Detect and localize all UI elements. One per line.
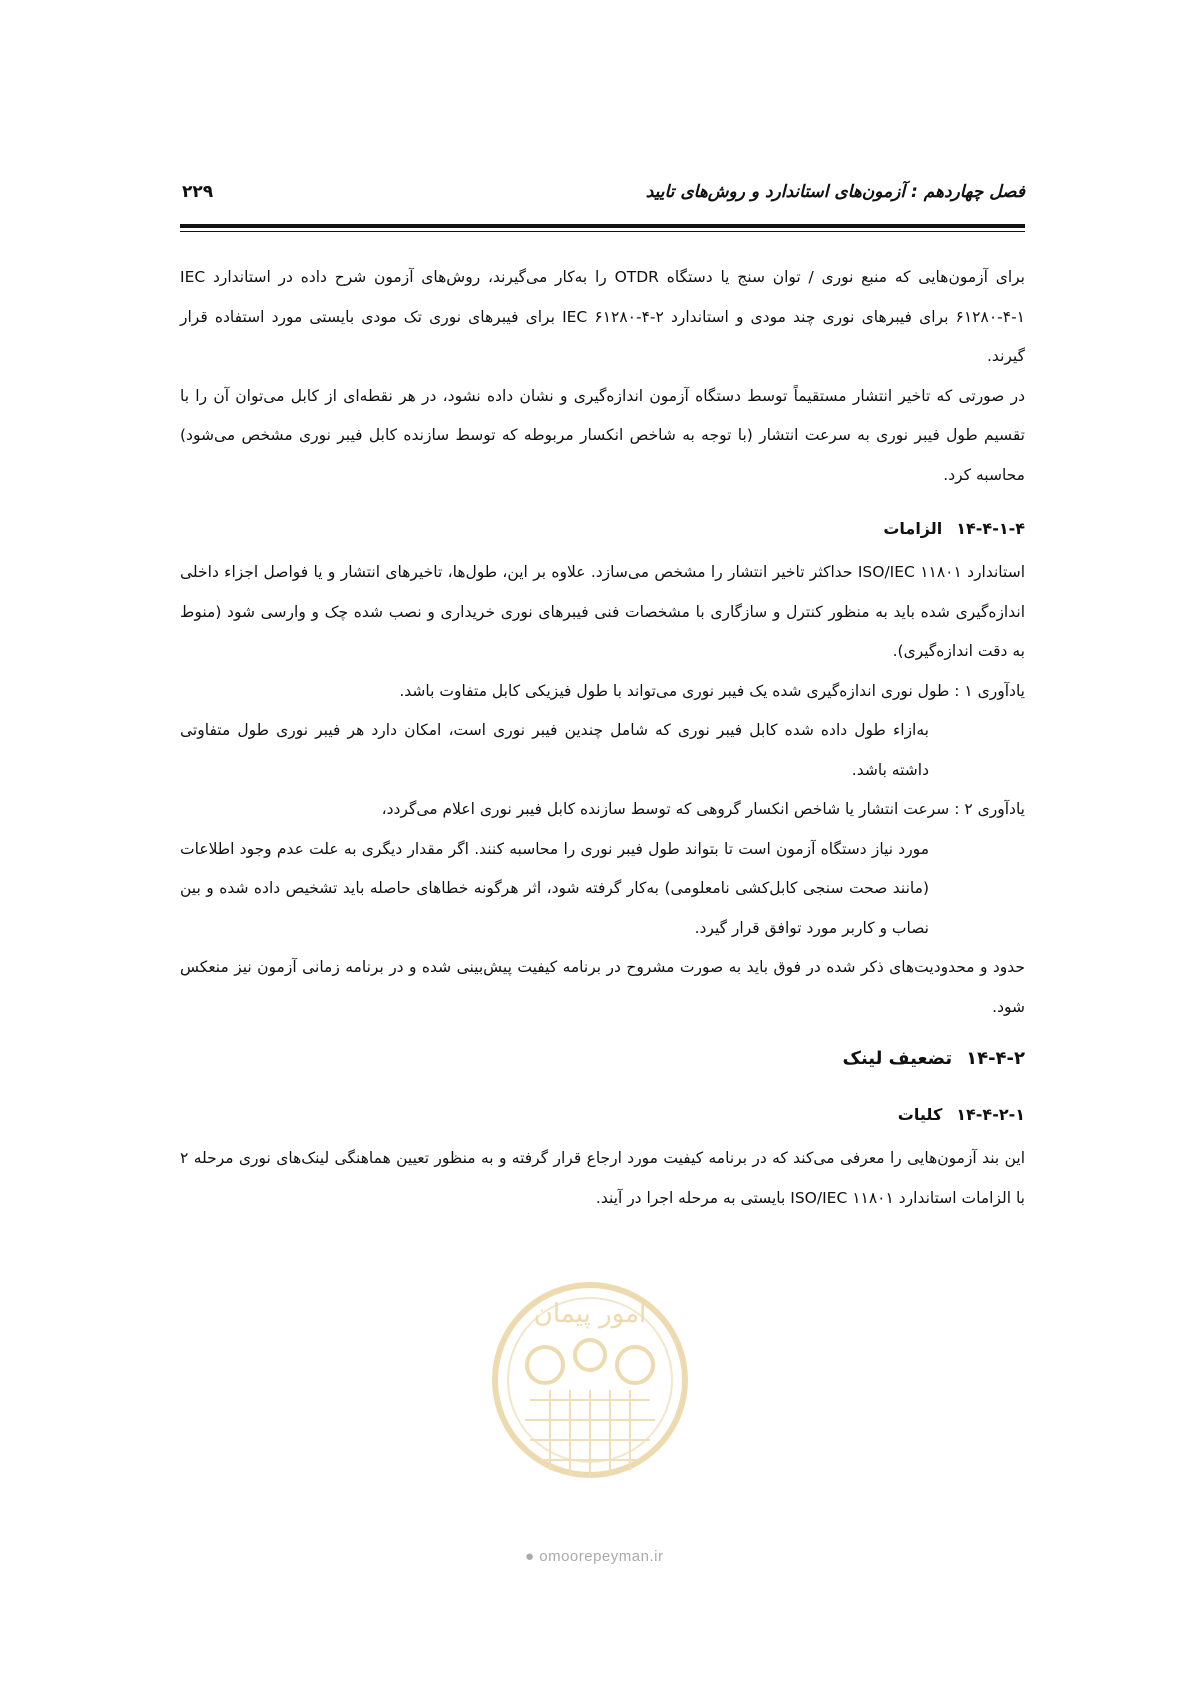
page-body	[180, 258, 1025, 1218]
general-paragraph-1: این بند آزمون‌هایی را معرفی می‌کند که در برنامه کیفیت مورد ارجاع قرار گرفته و به منظور تعیین هماهنگی لینک‌های نوری مرحله ۲ با الزامات استاندارد ISO/IEC ۱۱۸۰۱ بایستی به مرحله اجرا در آیند.	[180, 1149, 1025, 1207]
intro-paragraph-1: برای آزمون‌هایی که منبع نوری / توان سنج یا دستگاه OTDR را به‌کار می‌گیرند، روش‌های آزمون شرح داده در استاندارد IEC ۶۱۲۸۰-۴-۱ برای فیبرهای نوری چند مودی و استاندارد IEC ۶۱۲۸۰-۴-۲ برای فیبرهای نوری تک مودی بایستی مورد استفاده قرار گیرند.	[180, 268, 1025, 365]
watermark-logo	[480, 1250, 700, 1550]
watermark-gear-right	[617, 1347, 653, 1383]
running-header	[180, 182, 1025, 222]
section-title: الزامات	[883, 519, 943, 538]
note-1-label: یادآوری ۱ :	[954, 681, 1025, 700]
watermark-gear-left	[527, 1347, 563, 1383]
chapter-title: فصل چهاردهم : آزمون‌های استاندارد و روش‌های تایید	[645, 182, 1025, 202]
section-title: تضعیف لینک	[842, 1048, 953, 1069]
note-2-label: یادآوری ۲ :	[954, 800, 1025, 818]
page-number: ۲۲۹	[182, 182, 214, 202]
note-1-first-line: طول نوری اندازه‌گیری شده یک فیبر نوری می‌تواند با طول فیزیکی کابل متفاوت باشد.	[399, 681, 950, 700]
intro-paragraph-2: در صورتی که تاخیر انتشار مستقیماً توسط دستگاه آزمون اندازه‌گیری و نشان داده نشود، در هر نقطه‌ای از کابل می‌توان آن را با تقسیم طول فیبر نوری به سرعت انتشار (با توجه به شاخص انکسار مربوطه که توسط سازنده کابل فیبر نوری مشخص می‌شود) محاسبه کرد.	[180, 386, 1025, 484]
note-2-continuation: مورد نیاز دستگاه آزمون است تا بتواند طول فیبر نوری را محاسبه کنند. اگر مقدار دیگری به علت عدم وجود اطلاعات (مانند صحت سنجی کابل‌کشی نامعلومی) به‌کار گرفته شود، اثر هرگونه خطاهای حاصله باید تشخیص داده شده و بین نصاب و کاربر مورد توافق قرار گیرد.	[180, 839, 929, 937]
note-2-first-line: سرعت انتشار یا شاخص انکسار گروهی که توسط سازنده کابل فیبر نوری اعلام می‌گردد،	[381, 800, 950, 818]
note-1	[180, 672, 1025, 712]
section-heading-general	[180, 1095, 1025, 1135]
requirements-paragraph-2: حدود و محدودیت‌های ذکر شده در فوق باید به صورت مشروح در برنامه کیفیت پیش‌بینی شده و در برنامه زمانی آزمون نیز منعکس شود.	[180, 958, 1025, 1016]
section-number: ۱۴-۴-۲-۱	[956, 1105, 1025, 1124]
section-title: کلیات	[897, 1105, 943, 1124]
note-2	[180, 790, 1025, 830]
section-number: ۱۴-۴-۱-۴	[956, 519, 1025, 538]
header-rule-thick	[180, 224, 1025, 228]
section-heading-link-attenuation	[180, 1037, 1025, 1081]
requirements-paragraph-1: استاندارد ISO/IEC ۱۱۸۰۱ حداکثر تاخیر انتشار را مشخص می‌سازد. علاوه بر این، طول‌ها، تاخیرهای انتشار و یا فواصل اجزاء داخلی اندازه‌گیری شده باید به منظور کنترل و سازگاری با مشخصات فنی فیبرهای نوری خریداری و نصب شده چک و وارسی شود (منوط به دقت اندازه‌گیری).	[180, 563, 1026, 660]
section-number: ۱۴-۴-۲	[966, 1048, 1025, 1069]
header-rule-thin	[180, 231, 1025, 232]
watermark-url: ● omoorepeyman.ir	[525, 1548, 664, 1565]
watermark-logo-text: امور پیمان	[533, 1299, 647, 1329]
watermark-gear-center	[575, 1340, 605, 1370]
watermark-url-text: omoorepeyman.ir	[539, 1548, 664, 1565]
note-1-continuation: به‌ازاء طول داده شده کابل فیبر نوری که شامل چندین فیبر نوری است، امکان دارد هر فیبر نوری طول متفاوتی داشته باشد.	[180, 721, 929, 779]
section-heading-requirements	[180, 509, 1025, 549]
